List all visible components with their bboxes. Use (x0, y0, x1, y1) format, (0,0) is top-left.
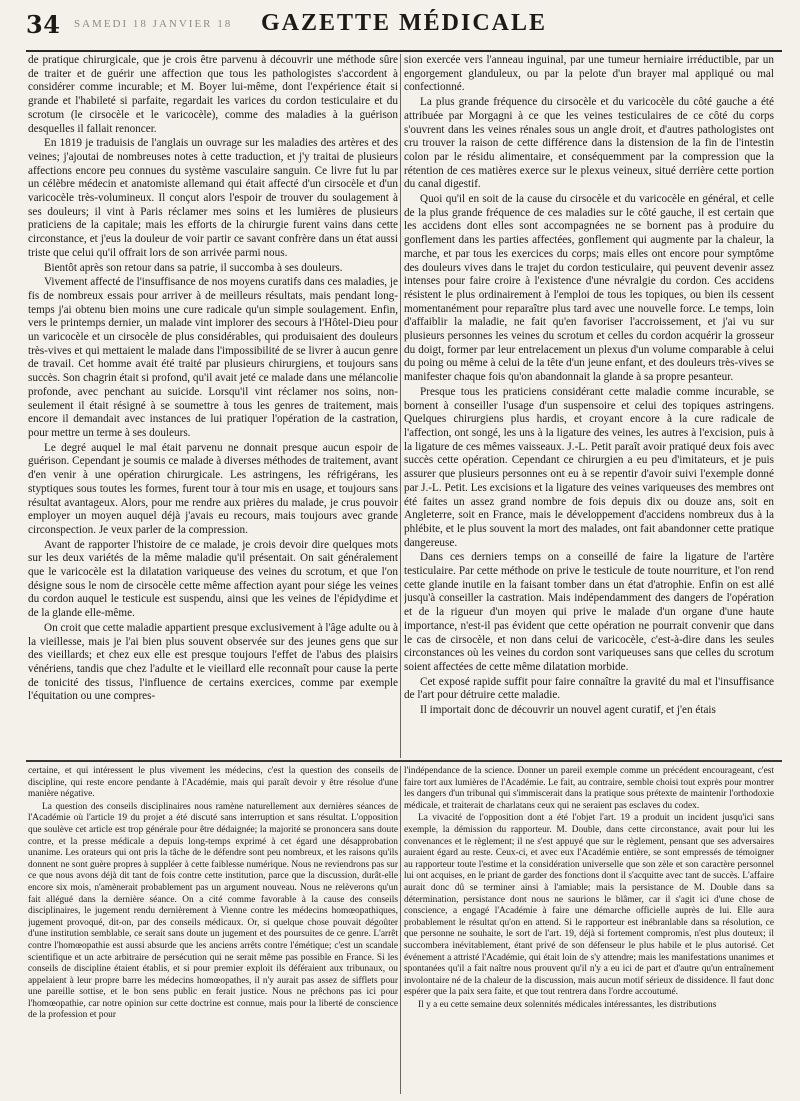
feuilleton-divider (26, 760, 782, 762)
paragraph: de pratique chirurgicale, que je crois être parvenu à découvrir une méthode sûre de traiter et de guérir une affection que tous les pathologistes s'accordent à considérer comme incurable; et M. Boyer lui-même, dont l'expérience était si grande et l'habileté si parfaite, regardait les varices du cordon testiculaire et du scrotum (le cirsocèle et le varicocèle), comme des maladies à la guérison desquelles il fallait renoncer. (28, 54, 398, 135)
paragraph: Le degré auquel le mal était parvenu ne donnait presque aucun espoir de guérison. Cependant je soumis ce malade à diverses méthodes de traitement, avant d'en venir à une opération chirurgicale. Les astringens, les réfrigérans, les styptiques sous toutes les formes, furent tour à tour mis en usage, et toujours sans résultat avantageux. Alors, pour me rendre aux prières du malade, je crus pouvoir employer un moyen auquel déjà j'avais eu recours, mais toujours avec grande circonspection. Je veux parler de la compression. (28, 441, 398, 536)
article-column-left (28, 54, 398, 754)
paragraph: La question des conseils disciplinaires nous ramène naturellement aux dernières séances de l'Académie où l'article 19 du projet a été discuté sans interruption et sans résultat. L'opposition que soulève cet article est trop générale pour être dédaignée; la majorité se prononcera sans doute contre, et la presse médicale a depuis long-temps exprimé à cet égard une désapprobation unanime. Les orateurs qui ont pris la tâche de le défendre sont peu nombreux, et les raisons qu'ils donnent ne sont guère propres à suppléer à cette faiblesse numérique. Nous ne reviendrons pas sur ce que nous avons déjà dit tant de fois contre cette institution, parce que la discussion, durât-elle encore six mois, n'amènerait probablement pas un argument nouveau. Nous ne relèverons qu'un fait allégué dans la dernière séance. On a cité comme favorable à la cause des conseils disciplinaires, le jugement rendu dernièrement à Vienne contre les médecins homœopathiques, jugement provoqué, dit-on, par des conseils médicaux. Or, si quelque chose pouvait dégoûter d'une institution semblable, ce serait sans doute un jugement et des poursuites de ce genre. L'arrêt contre l'homœopathie est aussi absurde que les anciens arrêts contre l'émétique; c'est un scandale scientifique et un acte arbitraire de persécution qui ne serait même pas possible en France. Si les conseils de discipline étaient établis, et si pour premier exploit ils déféraient aux tribunaux, ou appelaient à leur propre barre les médecins homœopathes, il n'y aurait pas assez de sifflets pour une pareille sottise, et le bon sens public en ferait justice. Nous ne prêchons pas ici pour l'homœopathie, car notre opinion sur cette doctrine est connue, mais pour la liberté de conscience de la profession et pour (28, 801, 398, 1021)
paragraph: Bientôt après son retour dans sa patrie, il succomba à ses douleurs. (44, 261, 343, 274)
column-divider (400, 766, 401, 1094)
paragraph: On croit que cette maladie appartient presque exclusivement à l'âge adulte ou à la vieillesse, mais je l'ai bien plus souvent observée sur des jeunes gens que sur des vieillards; et chez eux elle est presque toujours l'effet de l'abus des plaisirs vénériens, tandis que chez l'adulte et le vieillard elle reconnaît pour cause la perte de tonicité des tissus, l'influence de certains exercices, comme par exemple l'équitation ou une compres- (28, 621, 398, 703)
paragraph: certaine, et qui intéressent le plus vivement les médecins, c'est la question des conseils de discipline, qui reste encore pendante à l'Académie, mais qui paraît devoir y être résolue d'une manière négative. (28, 766, 398, 800)
paragraph: Vivement affecté de l'insuffisance de nos moyens curatifs dans ces maladies, je fis de nombreux essais pour arriver à de meilleurs résultats, mais pendant long-temps j'ai obtenu bien moins une cure radicale qu'un simple soulagement. Enfin, vers le printemps dernier, un malade vint implorer des secours à l'Hôtel-Dieu pour un varicocèle et un cirsocèle de plus considérables, qui produisaient des douleurs très-vives et qui mettaient le malade dans l'impossibilité de se livrer à aucun genre de travail. Cet homme avait été traité par plusieurs chirurgiens, et toujours sans succès. Son chagrin était si profond, qu'il avait jeté ce malade dans une mélancolie profonde, avec penchant au suicide. Lorsqu'il vint réclamer nos soins, non-seulement il était résigné à se soumettre à tous les genres de traitement, mais encore il demandait avec instances de lui pratiquer l'opération de la castration, pour mettre un terme à ses douleurs. (28, 276, 398, 439)
masthead (26, 6, 782, 52)
paragraph: Cet exposé rapide suffit pour faire connaître la gravité du mal et l'insuffisance de l'art pour détruire cette maladie. (404, 675, 774, 702)
paragraph: Quoi qu'il en soit de la cause du cirsocèle et du varicocèle en général, et celle de la plus grande fréquence de ces maladies sur le côté gauche, il est certain que les accidens dont elles sont accompagnées ne se bornent pas à produire du gonflement dans les parties affectées, gonflement qui augmente par la chaleur, la marche, et par tous les exercices du corps; mais elles ont encore pour symptôme des douleurs vives dans le trajet du cordon testiculaire, qui peuvent devenir assez intenses pour faire croire à l'existence d'une névralgie du cordon. Ces accidens résistent le plus ordinairement à l'emploi de tous les topiques, ou bien ils cessent momentanément pour reparaître plus tard avec une nouvelle force. Le temps, loin d'affaiblir la maladie, ne fait qu'en favoriser l'accroissement, et j'ai vu sur plusieurs personnes les veines du scrotum et celles du cordon acquérir la grosseur du doigt, former par leur entrelacement un plexus d'un volume comparable à celui du poing ou même à celui de la tête d'un jeune enfant, et des douleurs très-vives se manifester chaque fois qu'on abandonnait la glande à sa propre pesanteur. (404, 193, 774, 384)
paragraph: Presque tous les praticiens considérant cette maladie comme incurable, se bornent à conseiller l'usage d'un suspensoire et celui des topiques astringens. Quelques chirurgiens plus hardis, et croyant encore à la cure radicale de l'affection, ont songé, les uns à la ligature des veines, les autres à l'excision, puis à la ligature de ces mêmes vaisseaux. J.-L. Petit paraît avoir pratiqué deux fois avec succès cette opération. Cependant ce chirurgien a eu peu d'imitateurs, et je puis assurer que plusieurs personnes ont eu à se repentir d'avoir suivi l'exemple donné par J.-L. Petit. Les excisions et la ligature des veines variqueuses des membres ont été faites un assez grand nombre de fois depuis dix ou douze ans, soit en Angleterre, soit en France, mais le développement d'accidens nombreux dus à la phlébite, et le plus souvent la mort des malades, ont fait abandonner cette pratique dangereuse. (404, 385, 774, 549)
feuilleton-column-right (404, 766, 774, 1096)
paragraph: Dans ces derniers temps on a conseillé de faire la ligature de l'artère testiculaire. Par cette méthode on prive le testicule de toute nourriture, et l'on rend cette glande inutile en la faisant tomber dans un état d'atrophie. Enfin on est allé jusqu'à conseiller la castration. Mais indépendamment des dangers de l'opération et de la rigueur d'un moyen qui prive le malade d'un organe d'une haute importance, n'est-il pas évident que cette opération ne pourrait convenir que dans le cas de cirsocèle, et non dans celui de varicocèle, c'est-à-dire dans les seules circonstances où les veines du cordon sont variqueuses sans que celles du scrotum soient affectées de cette même dilatation morbide. (404, 551, 774, 673)
paragraph: l'indépendance de la science. Donner un pareil exemple comme un précédent encourageant, c'est faire tort aux lumières de l'Académie. Le fait, au contraire, semble choisi tout exprès pour montrer les dangers d'un tribunal qui s'immiscerait dans la pratique sous prétexte de maintenir l'orthodoxie médicale, et traiterait de charlatans ceux qui ne seraient pas esclaves du codex. (404, 766, 774, 811)
article-column-right (404, 54, 774, 754)
page-number: 34 (26, 10, 61, 39)
paragraph: Il importait donc de découvrir un nouvel agent curatif, et j'en étais (420, 704, 716, 717)
issue-date: SAMEDI 18 JANVIER 18 (74, 18, 233, 30)
feuilleton-column-left (28, 766, 398, 1096)
paragraph: Il y a eu cette semaine deux solennités médicales intéressantes, les distributions (418, 999, 717, 1010)
paragraph: sion exercée vers l'anneau inguinal, par une tumeur herniaire irréductible, par un engorgement glanduleux, ou par la pelote d'un brayer mal appliqué ou mal confectionné. (404, 54, 774, 94)
column-divider (400, 54, 401, 758)
journal-title: GAZETTE MÉDICALE (260, 10, 548, 36)
paragraph: En 1819 je traduisis de l'anglais un ouvrage sur les maladies des artères et des veines; j'ajoutai de nombreuses notes à cette traduction, et j'y traitai de plusieurs affections encore peu connues du système vasculaire sanguin. Ce livre fut lu par un célèbre médecin et anatomiste allemand qui était affecté d'un cirsocèle et d'un varicocèle très-volumineux. Il conçut alors l'espoir de trouver du soulagement à ses douleurs; il vint à Paris réclamer mes soins et les lumières de plusieurs praticiens de la capitale; mais les efforts de la chirurgie furent vains dans cette circonstance, et j'eus la douleur de voir partir ce savant confrère dans un état aussi triste que celui qu'il offrait lors de son arrivée parmi nous. (28, 137, 398, 259)
paragraph: La plus grande fréquence du cirsocèle et du varicocèle du côté gauche a été attribuée par Morgagni à ce que les veines testiculaires de ce côté du corps s'ouvrent dans les veines rénales sous un angle droit, et d'autres pathologistes ont cru trouver la raison de cette différence dans la distension de la fin de l'intestin colon par le résidu alimentaire, et conséquemment par la compression que la rétention de ces matières exerce sur le plexus veineux, situé derrière cette portion du canal digestif. (404, 96, 774, 191)
paragraph: La vivacité de l'opposition dont a été l'objet l'art. 19 a produit un incident jusqu'ici sans exemple, la démission du rapporteur. M. Double, dans cette circonstance, avait pour lui les convenances et le règlement; il ne s'est appuyé que sur le règlement, pensant que ses adversaires auraient égard au reste. Ceux-ci, et avec eux l'Académie entière, se sont empressés de témoigner au rapporteur toute l'estime et la considération universelle que son zèle et son caractère personnel lui ont acquises, en le priant de garder des fonctions dont il s'acquitte avec tant de succès. L'affaire aurait donc dû se terminer ainsi à l'amiable; mais la persistance de M. Double dans sa détermination, persistance dont nous ne saurions le blâmer, car il s'agit ici d'une chose de conscience, a engagé l'Académie à faire une démarche officielle auprès de lui. Elle aura probablement le résultat qu'on en attend. Si le rapporteur est inébranlable dans sa résolution, ce que personne ne souhaite, le sort de l'art. 19, déjà si fortement compromis, n'est plus douteux; il succombera inévitablement, étant privé de son défenseur le plus habile et le plus autorisé. Cet événement a attristé l'Académie, qui était loin de s'y attendre; mais les manifestations unanimes et spontanées qu'il a fait naître nous prouvent qu'il n'y a eu ici de part et d'autre qu'un entraînement involontaire né de la chaleur de la discussion, mais aucun motif sérieux de dissidence. Il faut donc espérer que la paix sera faite, et que tout rentrera dans l'ordre accoutumé. (404, 813, 774, 998)
paragraph: Avant de rapporter l'histoire de ce malade, je crois devoir dire quelques mots sur les deux variétés de la même maladie qu'il présentait. On sait généralement que le varicocèle est la dilatation variqueuse des veines du scrotum, et que l'on désigne sous le nom de cirsocèle cette même affection ayant pour siége les veines du cordon auquel le testicule est suspendu, ainsi que les veines de l'épidydime et de la glande elle-même. (28, 538, 398, 620)
